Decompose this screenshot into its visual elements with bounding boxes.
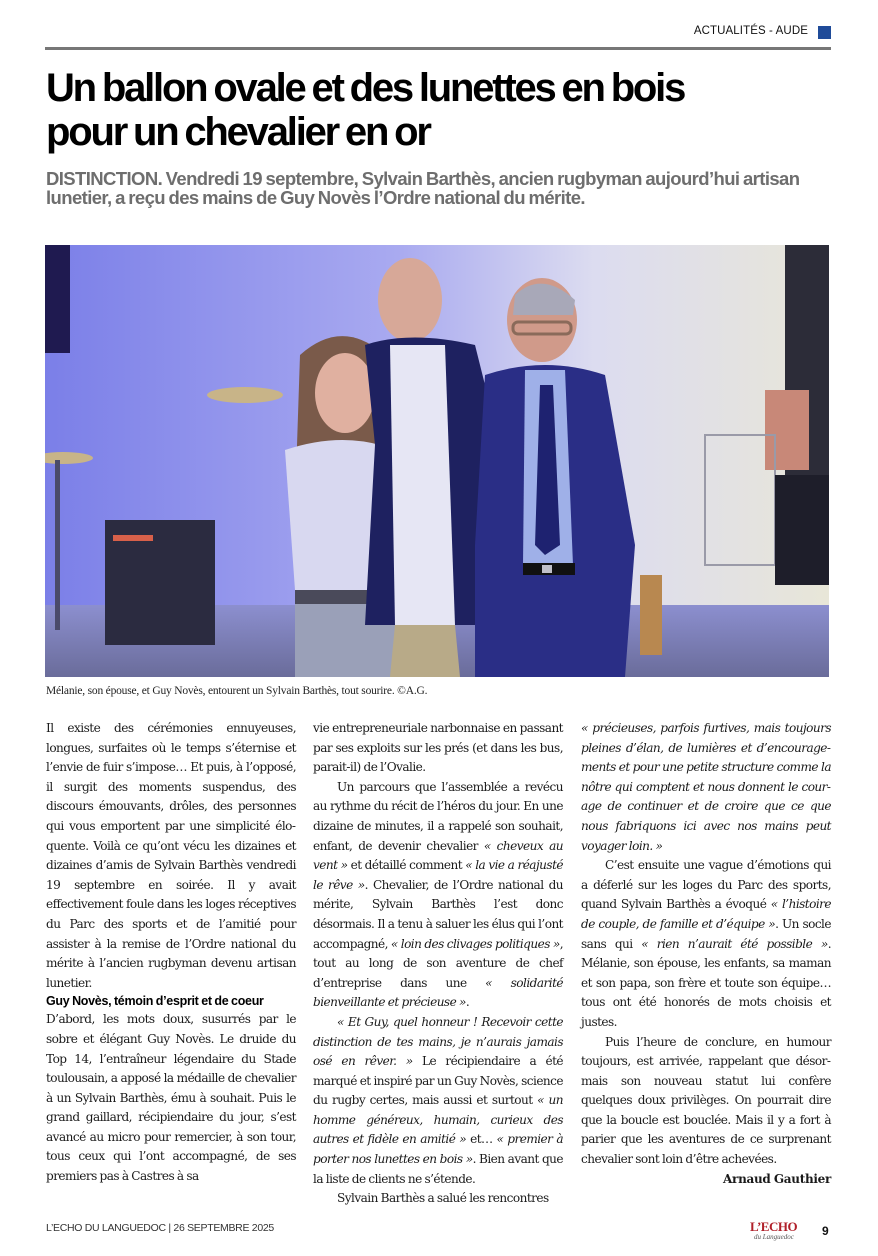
quote: « l’histoire de couple, de famille et d’équipe » xyxy=(581,897,832,931)
quote: « premier à porter nos lunettes en bois » xyxy=(313,1132,564,1167)
lede: DISTINCTION. Vendredi 19 septembre, Sylvain Barthès, ancien rugbyman aujourd’hui artisan lunetier, a reçu des mains de Guy Novès l’Ordre national du mérite. xyxy=(46,168,800,208)
photo-illustration xyxy=(45,245,829,677)
quote: « solidarité bienveillante et précieuse » xyxy=(313,975,563,1010)
text-run: . Bien avant que la liste de clients ne s’étende. xyxy=(313,1152,563,1186)
paragraph: D’abord, les mots doux, susurrés par le sobre et élégant Guy Novès. Le druide du Top 14, l’entraîneur légendaire du Stade toulousain, a apposé la médaille de chevalier à un Sylvain Barthès, ému à souhait. Puis le grand gaillard, récipiendaire du jour, s’est avancé au micro pour remercier, à son tour, tous ceux qui l’ont accompagné, de ses premiers pas à Castres à sa xyxy=(46,1012,296,1184)
headline-line-1: Un ballon ovale et des lunettes en bois xyxy=(46,66,685,110)
quote: « Et Guy, quel honneur ! Recevoir cette distinction de tes mains, je n’aurais jamais osé en rêver. » xyxy=(313,1014,563,1069)
quote: « un homme généreux, humain, curieux des autres et fidèle en amitié » xyxy=(313,1093,563,1147)
headline xyxy=(46,66,836,154)
page-number: 9 xyxy=(822,1224,829,1238)
article-column-2 xyxy=(313,719,563,1209)
logo-main-text: L’ECHO xyxy=(750,1219,798,1234)
paragraph xyxy=(313,778,563,1013)
paragraph: Il existe des cérémonies ennuyeuses, longues, surfaites où le temps s’éternise et l’envie de fuir s’impose… Et puis, à l’opposé, il surgit des moments suspendus, des discours émouvants, drôles, des personnes qui vous emportent par une simplicité éloquente. Voilà ce qu’ont vécu les dizaines et dizaines d’amis de Sylvain Barthès vendredi 19 septembre en soirée. Il y avait effectivement foule dans les loges réceptives du Parc des sports et de l’amitié pour assister à la remise de l’Ordre national du mérite à l’ancien rugbyman devenu artisan lunetier. xyxy=(46,721,296,990)
text-run: . Mélanie, son épouse, les enfants, sa maman et son papa, son frère et toute son équipe… tous ont été honorés de mots choisis et justes. xyxy=(581,936,831,1029)
quote: « cheveux au vent » xyxy=(313,838,563,873)
text-run: et détaillé comment xyxy=(347,858,466,873)
text-run: . xyxy=(465,995,470,1010)
quote: « loin des clivages politiques » xyxy=(390,936,560,951)
article-photo xyxy=(45,245,829,677)
text-run: . Chevalier, de l’Ordre national du mérite, Sylvain Barthès l’est donc désormais. Il a tenu à saluer les élus qui l’ont accompagné, xyxy=(313,877,564,951)
paragraph: Puis l’heure de conclure, en humour toujours, est arrivée, rappelant que désormais son nouveau statut lui confère quelques doux privilèges. On pourrait dire que la boucle est bouclée. Mais il y a fort à parier que les aventures de ce surprenant chevalier sont loin d’être achevées. xyxy=(581,1034,831,1167)
photo-caption: Mélanie, son épouse, et Guy Novès, entourent un Sylvain Barthès, tout sourire. ©A.G. xyxy=(46,685,428,697)
text-run: Le récipiendaire a été marqué et inspiré par un Guy Novès, science du rugby certes, mais aussi et surtout xyxy=(313,1054,563,1108)
text-run: Un parcours que l’assemblée a revécu au rythme du récit de l’héros du jour. En une dizaine de minutes, il a rappelé son souhait, enfant, de devenir chevalier xyxy=(313,779,563,853)
paragraph xyxy=(581,719,831,856)
header-rule xyxy=(45,47,831,50)
paragraph xyxy=(313,1013,563,1189)
subheading: Guy Novès, témoin d’esprit et de coeur xyxy=(46,994,264,1009)
text-run: et… xyxy=(466,1132,497,1147)
author-signature: Arnaud Gauthier xyxy=(723,1171,831,1186)
quote: « rien n’aurait été possible » xyxy=(641,936,828,951)
footer-publication-date: L’ECHO DU LANGUEDOC | 26 SEPTEMBRE 2025 xyxy=(46,1222,274,1234)
paragraph xyxy=(581,856,831,1032)
logo-sub-text: du Languedoc xyxy=(754,1233,794,1241)
paragraph: vie entrepreneuriale narbonnaise en passant par ses exploits sur les prés (et dans les bus, parait-il) de l’Ovalie. xyxy=(313,721,563,775)
article-column-1 xyxy=(46,719,296,1187)
quote: « précieuses, parfois furtives, mais toujours pleines d’élan, de lumières et d’encouragements et pour une petite structure comme la nôtre qui comptent et nous donnent le courage de continuer et de croire que ce que nous fabriquons ici avec nos mains peut voyager loin. » xyxy=(581,721,831,853)
publication-logo xyxy=(750,1220,808,1244)
headline-line-2: pour un chevalier en or xyxy=(46,110,430,154)
text-run: . Un socle sans qui xyxy=(581,916,831,951)
quote: « la vie a réajusté le rêve » xyxy=(313,858,563,892)
text-run: C’est ensuite une vague d’émotions qui a déferlé sur les loges du Parc des sports, quand Sylvain Barthès a évoqué xyxy=(581,858,831,912)
section-color-square xyxy=(818,26,831,39)
text-run: , tout au long de son aventure de chef d’entreprise dans une xyxy=(313,936,563,990)
paragraph: Sylvain Barthès a salué les rencontres xyxy=(337,1191,549,1206)
article-column-3 xyxy=(581,719,831,1189)
section-tag: ACTUALITÉS - AUDE xyxy=(693,25,808,37)
